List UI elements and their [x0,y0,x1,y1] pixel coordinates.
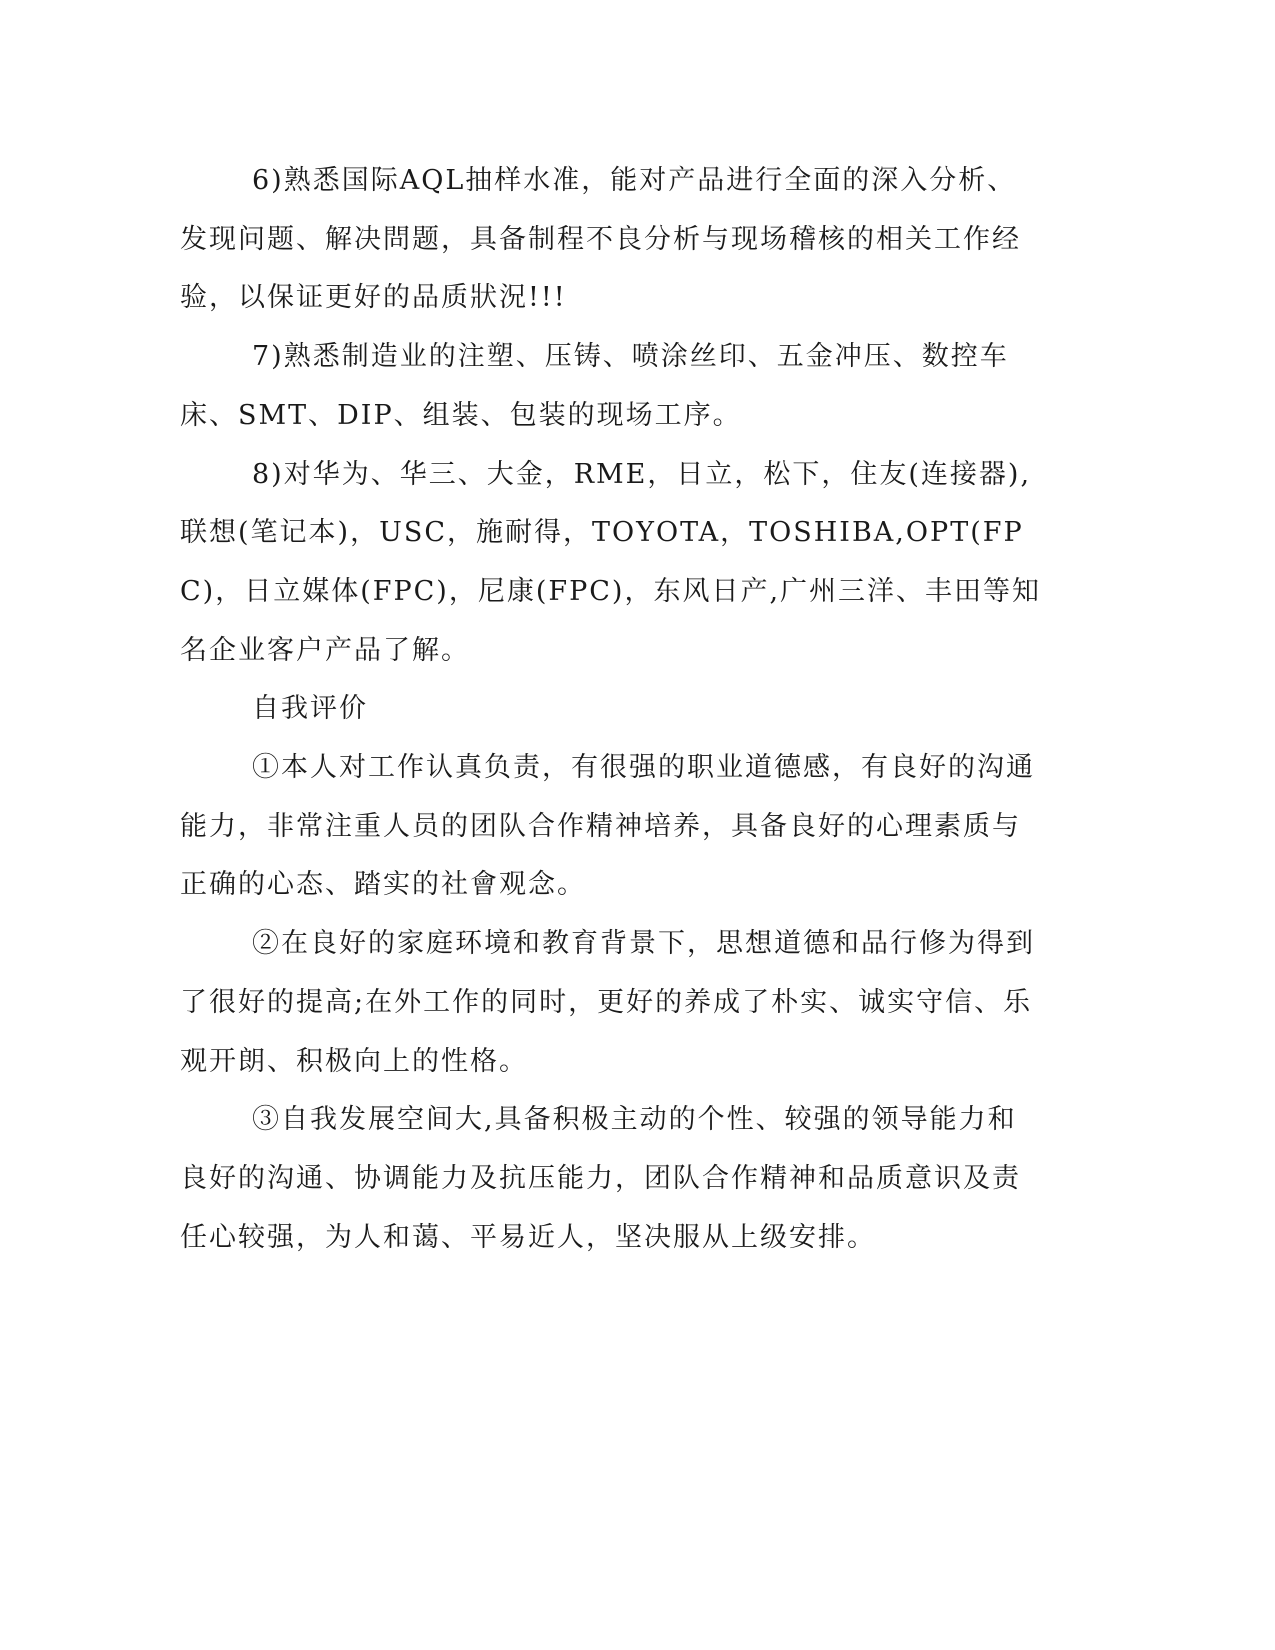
section-heading-self-evaluation: 自我评价 [252,693,368,725]
skill-paragraph-8: 8)对华为、华三、大金，RME，日立，松下，住友(连接器),联想(笔记本)，USC，施耐得，TOYOTA，TOSHIBA,OPT(FPC)，日立媒体(FPC)，尼康(FPC)，东风日产,广州三洋、丰田等知名企业客户产品了解。 [180,458,1042,666]
evaluation-item-2: ②在良好的家庭环境和教育背景下，思想道德和品行修为得到了很好的提高;在外工作的同时，更好的养成了朴实、诚实守信、乐观开朗、积极向上的性格。 [180,928,1035,1077]
skill-paragraph-7: 7)熟悉制造业的注塑、压铸、喷涂丝印、五金冲压、数控车床、SMT、DIP、组装、包装的现场工序。 [180,341,1009,431]
skill-paragraph-6: 6)熟悉国际AQL抽样水准，能对产品进行全面的深入分析、发现问题、解决問题，具备制程不良分析与现场稽核的相关工作经验，以保证更好的品质狀況!!! [180,165,1021,314]
evaluation-item-3: ③自我发展空间大,具备积极主动的个性、较强的领导能力和良好的沟通、协调能力及抗压能力，团队合作精神和品质意识及责任心较强，为人和蔼、平易近人，坚决服从上级安排。 [180,1104,1021,1253]
evaluation-item-1: ①本人对工作认真负责，有很强的职业道德感，有良好的沟通能力，非常注重人员的团队合作精神培养，具备良好的心理素质与正确的心态、踏实的社會观念。 [180,752,1035,901]
document-body [180,152,1042,1267]
